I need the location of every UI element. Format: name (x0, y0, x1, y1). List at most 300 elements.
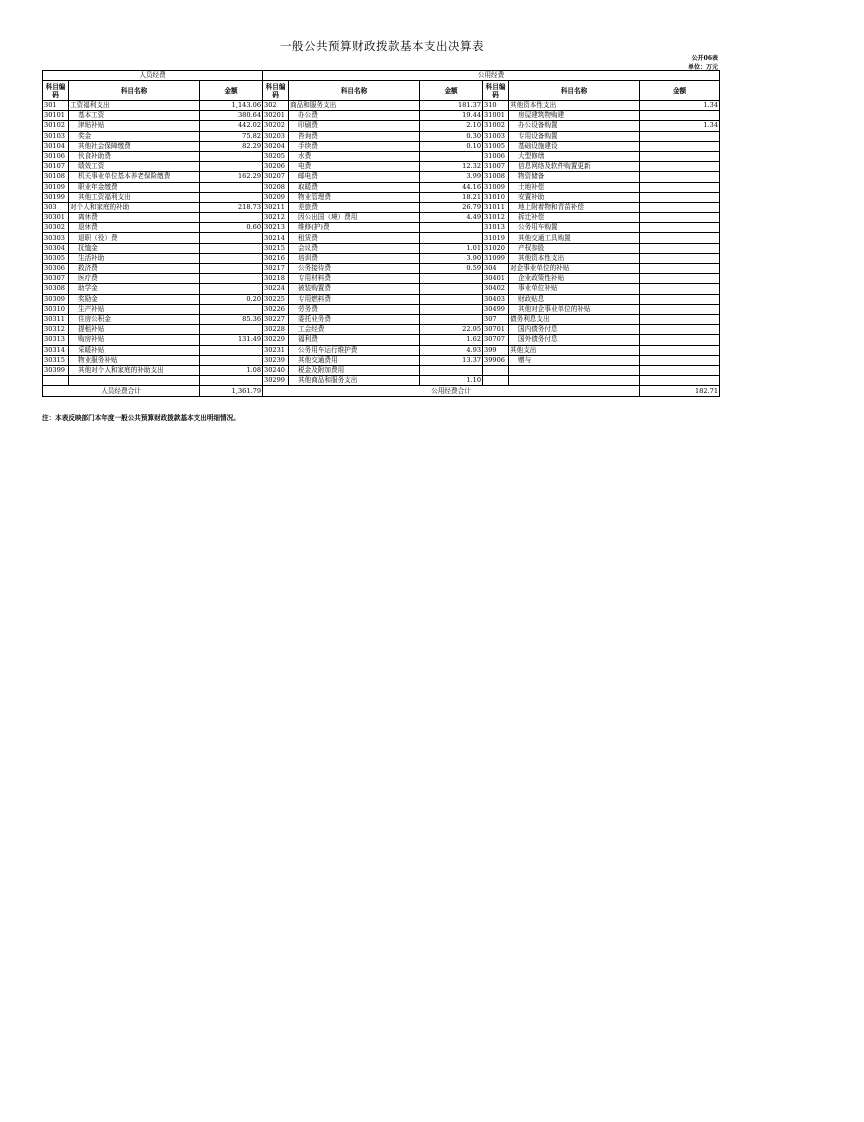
public-amount-cell: 4.49 (420, 213, 483, 223)
public-amount-cell: 22.95 (420, 325, 483, 335)
capital-name-cell: 土地补偿 (509, 182, 640, 192)
column-header-amount: 金额 (200, 81, 263, 101)
public-name-cell: 差旅费 (289, 202, 420, 212)
public-code-cell: 30206 (263, 162, 289, 172)
capital-amount-cell (640, 253, 720, 263)
personnel-name-cell: 绩效工资 (69, 162, 200, 172)
capital-code-cell: 31001 (483, 111, 509, 121)
table-row (43, 294, 720, 304)
personnel-name-cell: 职业年金缴费 (69, 182, 200, 192)
capital-code-cell: 30707 (483, 335, 509, 345)
public-name-cell: 委托业务费 (289, 314, 420, 324)
personnel-name-cell: 离休费 (69, 213, 200, 223)
personnel-name-cell: 退职（役）费 (69, 233, 200, 243)
public-amount-cell: 0.30 (420, 131, 483, 141)
personnel-code-cell: 30302 (43, 223, 69, 233)
capital-amount-cell (640, 213, 720, 223)
public-code-cell: 30227 (263, 314, 289, 324)
capital-name-cell: 安置补助 (509, 192, 640, 202)
public-name-cell: 劳务费 (289, 304, 420, 314)
public-code-cell: 30212 (263, 213, 289, 223)
public-amount-cell (420, 233, 483, 243)
table-row (43, 202, 720, 212)
personnel-amount-cell (200, 274, 263, 284)
public-name-cell: 公务用车运行维护费 (289, 345, 420, 355)
capital-name-cell: 物资储备 (509, 172, 640, 182)
capital-amount-cell (640, 294, 720, 304)
personnel-amount-cell (200, 376, 263, 386)
capital-amount-cell (640, 172, 720, 182)
expenditure-table (42, 70, 720, 397)
personnel-amount-cell (200, 233, 263, 243)
public-name-cell: 税金及附加费用 (289, 365, 420, 375)
capital-name-cell: 对企事业单位的补贴 (509, 264, 640, 274)
public-code-cell: 30225 (263, 294, 289, 304)
personnel-code-cell: 30307 (43, 274, 69, 284)
personnel-name-cell: 奖励金 (69, 294, 200, 304)
capital-name-cell: 基础设施建设 (509, 141, 640, 151)
capital-code-cell: 30401 (483, 274, 509, 284)
table-row (43, 223, 720, 233)
column-header-code: 科目编码 (483, 81, 509, 101)
public-name-cell: 培训费 (289, 253, 420, 263)
public-amount-cell: 181.37 (420, 101, 483, 111)
public-code-cell: 30201 (263, 111, 289, 121)
personnel-code-cell: 30303 (43, 233, 69, 243)
public-code-cell: 30203 (263, 131, 289, 141)
table-row (43, 121, 720, 131)
table-row (43, 304, 720, 314)
public-code-cell: 302 (263, 101, 289, 111)
column-header-amount: 金额 (420, 81, 483, 101)
public-code-cell: 30211 (263, 202, 289, 212)
personnel-amount-cell: 218.73 (200, 202, 263, 212)
public-amount-cell: 3.90 (420, 253, 483, 263)
table-row (43, 284, 720, 294)
personnel-code-cell: 30399 (43, 365, 69, 375)
personnel-code-cell: 30312 (43, 325, 69, 335)
public-code-cell: 30229 (263, 335, 289, 345)
table-row (43, 335, 720, 345)
capital-code-cell: 31013 (483, 223, 509, 233)
personnel-code-cell: 301 (43, 101, 69, 111)
public-code-cell: 30204 (263, 141, 289, 151)
public-name-cell: 专用燃料费 (289, 294, 420, 304)
personnel-code-cell: 303 (43, 202, 69, 212)
capital-amount-cell (640, 162, 720, 172)
public-name-cell: 邮电费 (289, 172, 420, 182)
public-amount-cell (420, 294, 483, 304)
public-name-cell: 水费 (289, 151, 420, 161)
personnel-amount-cell: 0.60 (200, 223, 263, 233)
personnel-code-cell: 30301 (43, 213, 69, 223)
capital-code-cell: 31003 (483, 131, 509, 141)
public-amount-cell: 18.21 (420, 192, 483, 202)
capital-name-cell: 其他资本性支出 (509, 101, 640, 111)
public-amount-cell: 1.62 (420, 335, 483, 345)
capital-code-cell: 310 (483, 101, 509, 111)
footnote: 注：本表反映部门本年度一般公共预算财政拨款基本支出明细情况。 (42, 414, 240, 422)
personnel-code-cell: 30311 (43, 314, 69, 324)
capital-name-cell: 事业单位补贴 (509, 284, 640, 294)
capital-code-cell: 31020 (483, 243, 509, 253)
table-row (43, 192, 720, 202)
public-code-cell: 30214 (263, 233, 289, 243)
personnel-code-cell: 30304 (43, 243, 69, 253)
public-amount-cell: 2.10 (420, 121, 483, 131)
capital-code-cell: 30701 (483, 325, 509, 335)
personnel-amount-cell (200, 304, 263, 314)
capital-code-cell: 30499 (483, 304, 509, 314)
capital-code-cell: 31011 (483, 202, 509, 212)
capital-amount-cell: 1.34 (640, 101, 720, 111)
public-code-cell: 30213 (263, 223, 289, 233)
personnel-amount-cell (200, 162, 263, 172)
public-code-cell: 30226 (263, 304, 289, 314)
capital-name-cell (509, 376, 640, 386)
capital-amount-cell (640, 274, 720, 284)
capital-name-cell: 其他支出 (509, 345, 640, 355)
public-amount-cell: 19.44 (420, 111, 483, 121)
totals-row (43, 386, 720, 397)
capital-amount-cell (640, 111, 720, 121)
public-name-cell: 会议费 (289, 243, 420, 253)
capital-name-cell: 专用设备购置 (509, 131, 640, 141)
personnel-amount-cell (200, 213, 263, 223)
personnel-name-cell: 购房补贴 (69, 335, 200, 345)
personnel-name-cell: 机关事业单位基本养老保险缴费 (69, 172, 200, 182)
public-code-cell: 30209 (263, 192, 289, 202)
capital-name-cell: 财政贴息 (509, 294, 640, 304)
capital-amount-cell (640, 264, 720, 274)
capital-amount-cell (640, 202, 720, 212)
personnel-code-cell: 30102 (43, 121, 69, 131)
table-row (43, 151, 720, 161)
public-code-cell: 30208 (263, 182, 289, 192)
column-header-code: 科目编码 (43, 81, 69, 101)
capital-amount-cell (640, 131, 720, 141)
capital-code-cell: 399 (483, 345, 509, 355)
public-amount-cell: 44.16 (420, 182, 483, 192)
capital-code-cell (483, 376, 509, 386)
personnel-code-cell: 30313 (43, 335, 69, 345)
capital-amount-cell (640, 325, 720, 335)
personnel-code-cell: 30103 (43, 131, 69, 141)
personnel-group-header: 人员经费 (43, 71, 263, 81)
personnel-amount-cell: 380.64 (200, 111, 263, 121)
public-name-cell: 商品和服务支出 (289, 101, 420, 111)
personnel-name-cell: 奖金 (69, 131, 200, 141)
table-row (43, 376, 720, 386)
capital-code-cell: 31099 (483, 253, 509, 263)
public-amount-cell (420, 274, 483, 284)
public-name-cell: 其他商品和服务支出 (289, 376, 420, 386)
capital-code-cell: 304 (483, 264, 509, 274)
capital-amount-cell: 1.34 (640, 121, 720, 131)
public-name-cell: 电费 (289, 162, 420, 172)
personnel-name-cell: 其他对个人和家庭的补助支出 (69, 365, 200, 375)
personnel-name-cell: 津贴补贴 (69, 121, 200, 131)
capital-name-cell: 大型修缮 (509, 151, 640, 161)
column-header-amount: 金额 (640, 81, 720, 101)
table-body (43, 101, 720, 386)
public-amount-cell (420, 314, 483, 324)
public-code-cell: 30216 (263, 253, 289, 263)
public-code-cell: 30240 (263, 365, 289, 375)
column-header-name: 科目名称 (289, 81, 420, 101)
personnel-name-cell: 医疗费 (69, 274, 200, 284)
personnel-amount-cell (200, 192, 263, 202)
unit-label: 单位：万元 (687, 64, 718, 71)
personnel-name-cell: 助学金 (69, 284, 200, 294)
capital-code-cell: 30402 (483, 284, 509, 294)
capital-amount-cell (640, 355, 720, 365)
table-row (43, 243, 720, 253)
table-row (43, 182, 720, 192)
public-name-cell: 租赁费 (289, 233, 420, 243)
capital-name-cell: 产权参股 (509, 243, 640, 253)
public-name-cell: 印刷费 (289, 121, 420, 131)
personnel-name-cell: 生产补贴 (69, 304, 200, 314)
table-row (43, 172, 720, 182)
public-amount-cell: 1.01 (420, 243, 483, 253)
personnel-amount-cell (200, 325, 263, 335)
capital-code-cell: 31007 (483, 162, 509, 172)
personnel-amount-cell: 1.08 (200, 365, 263, 375)
personnel-code-cell: 30308 (43, 284, 69, 294)
personnel-amount-cell (200, 345, 263, 355)
personnel-name-cell: 基本工资 (69, 111, 200, 121)
public-amount-cell (420, 304, 483, 314)
public-amount-cell (420, 151, 483, 161)
table-row (43, 274, 720, 284)
table-row (43, 345, 720, 355)
table-row (43, 264, 720, 274)
public-amount-cell: 0.10 (420, 141, 483, 151)
public-amount-cell: 0.59 (420, 264, 483, 274)
capital-code-cell: 31008 (483, 172, 509, 182)
public-name-cell: 物业管理费 (289, 192, 420, 202)
public-code-cell: 30202 (263, 121, 289, 131)
public-amount-cell: 12.32 (420, 162, 483, 172)
personnel-name-cell: 对个人和家庭的补助 (69, 202, 200, 212)
table-row (43, 213, 720, 223)
personnel-name-cell: 抚恤金 (69, 243, 200, 253)
public-name-cell: 取暖费 (289, 182, 420, 192)
capital-amount-cell (640, 243, 720, 253)
personnel-name-cell: 救济费 (69, 264, 200, 274)
capital-amount-cell (640, 335, 720, 345)
personnel-total-label: 人员经费合计 (43, 386, 200, 397)
personnel-name-cell: 伙食补助费 (69, 151, 200, 161)
group-header-row (43, 71, 720, 81)
capital-code-cell: 31009 (483, 182, 509, 192)
public-name-cell: 咨询费 (289, 131, 420, 141)
capital-name-cell: 其他资本性支出 (509, 253, 640, 263)
public-name-cell: 因公出国（境）费用 (289, 213, 420, 223)
capital-name-cell: 国外债务付息 (509, 335, 640, 345)
capital-name-cell: 办公设备购置 (509, 121, 640, 131)
capital-amount-cell (640, 304, 720, 314)
personnel-amount-cell: 1,143.06 (200, 101, 263, 111)
personnel-amount-cell (200, 284, 263, 294)
personnel-amount-cell: 131.49 (200, 335, 263, 345)
column-header-code: 科目编码 (263, 81, 289, 101)
personnel-name-cell (69, 376, 200, 386)
personnel-name-cell: 工资福利支出 (69, 101, 200, 111)
public-name-cell: 办公费 (289, 111, 420, 121)
table-row (43, 131, 720, 141)
capital-name-cell: 债务利息支出 (509, 314, 640, 324)
form-number: 公开06表 (691, 55, 718, 62)
personnel-code-cell: 30305 (43, 253, 69, 263)
personnel-amount-cell: 85.36 (200, 314, 263, 324)
public-amount-cell: 4.93 (420, 345, 483, 355)
public-name-cell: 其他交通费用 (289, 355, 420, 365)
report-title: 一般公共预算财政拨款基本支出决算表 (280, 39, 484, 53)
personnel-name-cell: 物业服务补贴 (69, 355, 200, 365)
personnel-code-cell (43, 376, 69, 386)
public-total-value: 182.71 (640, 386, 720, 397)
capital-amount-cell (640, 223, 720, 233)
personnel-name-cell: 其他工资福利支出 (69, 192, 200, 202)
capital-amount-cell (640, 284, 720, 294)
capital-name-cell: 其他对企事业单位的补贴 (509, 304, 640, 314)
personnel-amount-cell: 162.29 (200, 172, 263, 182)
public-name-cell: 福利费 (289, 335, 420, 345)
capital-name-cell: 企业政策性补贴 (509, 274, 640, 284)
personnel-amount-cell: 82.29 (200, 141, 263, 151)
personnel-amount-cell (200, 151, 263, 161)
capital-code-cell: 307 (483, 314, 509, 324)
public-amount-cell (420, 284, 483, 294)
capital-amount-cell (640, 314, 720, 324)
public-name-cell: 公务接待费 (289, 264, 420, 274)
capital-name-cell: 地上附着物和青苗补偿 (509, 202, 640, 212)
personnel-code-cell: 30106 (43, 151, 69, 161)
capital-amount-cell (640, 141, 720, 151)
capital-amount-cell (640, 365, 720, 375)
capital-code-cell: 31012 (483, 213, 509, 223)
table-row (43, 365, 720, 375)
public-name-cell: 工会经费 (289, 325, 420, 335)
table-row (43, 162, 720, 172)
capital-amount-cell (640, 376, 720, 386)
personnel-code-cell: 30306 (43, 264, 69, 274)
public-name-cell: 手续费 (289, 141, 420, 151)
table-row (43, 325, 720, 335)
table-row (43, 253, 720, 263)
public-name-cell: 维修(护)费 (289, 223, 420, 233)
public-code-cell: 30207 (263, 172, 289, 182)
personnel-code-cell: 30315 (43, 355, 69, 365)
table-row (43, 355, 720, 365)
personnel-amount-cell (200, 182, 263, 192)
personnel-name-cell: 采暖补贴 (69, 345, 200, 355)
table-row (43, 141, 720, 151)
capital-name-cell: 信息网络及软件购置更新 (509, 162, 640, 172)
personnel-code-cell: 30108 (43, 172, 69, 182)
public-amount-cell: 26.79 (420, 202, 483, 212)
public-code-cell: 30218 (263, 274, 289, 284)
personnel-code-cell: 30309 (43, 294, 69, 304)
public-name-cell: 被装购置费 (289, 284, 420, 294)
table-row (43, 111, 720, 121)
capital-amount-cell (640, 151, 720, 161)
table-row (43, 101, 720, 111)
capital-name-cell: 国内债务付息 (509, 325, 640, 335)
public-amount-cell: 13.37 (420, 355, 483, 365)
personnel-code-cell: 30314 (43, 345, 69, 355)
public-code-cell: 30231 (263, 345, 289, 355)
column-header-name: 科目名称 (69, 81, 200, 101)
personnel-amount-cell: 75.82 (200, 131, 263, 141)
public-code-cell: 30228 (263, 325, 289, 335)
personnel-code-cell: 30109 (43, 182, 69, 192)
public-total-label: 公用经费合计 (263, 386, 640, 397)
public-group-header: 公用经费 (263, 71, 720, 81)
public-name-cell: 专用材料费 (289, 274, 420, 284)
personnel-amount-cell: 0.20 (200, 294, 263, 304)
personnel-code-cell: 30104 (43, 141, 69, 151)
capital-amount-cell (640, 345, 720, 355)
public-code-cell: 30224 (263, 284, 289, 294)
public-amount-cell: 3.99 (420, 172, 483, 182)
personnel-amount-cell (200, 243, 263, 253)
personnel-code-cell: 30199 (43, 192, 69, 202)
capital-amount-cell (640, 233, 720, 243)
public-amount-cell (420, 223, 483, 233)
personnel-code-cell: 30101 (43, 111, 69, 121)
public-amount-cell (420, 365, 483, 375)
personnel-code-cell: 30310 (43, 304, 69, 314)
personnel-name-cell: 住房公积金 (69, 314, 200, 324)
table-row (43, 314, 720, 324)
public-code-cell: 30299 (263, 376, 289, 386)
capital-code-cell: 30403 (483, 294, 509, 304)
public-code-cell: 30217 (263, 264, 289, 274)
personnel-amount-cell: 442.02 (200, 121, 263, 131)
public-code-cell: 30239 (263, 355, 289, 365)
capital-amount-cell (640, 192, 720, 202)
capital-code-cell: 39906 (483, 355, 509, 365)
capital-code-cell (483, 365, 509, 375)
capital-name-cell: 赠与 (509, 355, 640, 365)
capital-code-cell: 31010 (483, 192, 509, 202)
capital-amount-cell (640, 182, 720, 192)
personnel-name-cell: 其他社会保障缴费 (69, 141, 200, 151)
personnel-code-cell: 30107 (43, 162, 69, 172)
capital-code-cell: 31002 (483, 121, 509, 131)
personnel-name-cell: 退休费 (69, 223, 200, 233)
public-code-cell: 30205 (263, 151, 289, 161)
capital-name-cell: 公务用车购置 (509, 223, 640, 233)
column-header-name: 科目名称 (509, 81, 640, 101)
public-amount-cell: 1.10 (420, 376, 483, 386)
capital-name-cell (509, 365, 640, 375)
capital-name-cell: 拆迁补偿 (509, 213, 640, 223)
column-header-row (43, 81, 720, 101)
capital-name-cell: 其他交通工具购置 (509, 233, 640, 243)
capital-code-cell: 31005 (483, 141, 509, 151)
personnel-total-value: 1,361.79 (200, 386, 263, 397)
personnel-amount-cell (200, 264, 263, 274)
capital-code-cell: 31019 (483, 233, 509, 243)
personnel-amount-cell (200, 355, 263, 365)
public-code-cell: 30215 (263, 243, 289, 253)
capital-code-cell: 31006 (483, 151, 509, 161)
personnel-name-cell: 生活补助 (69, 253, 200, 263)
